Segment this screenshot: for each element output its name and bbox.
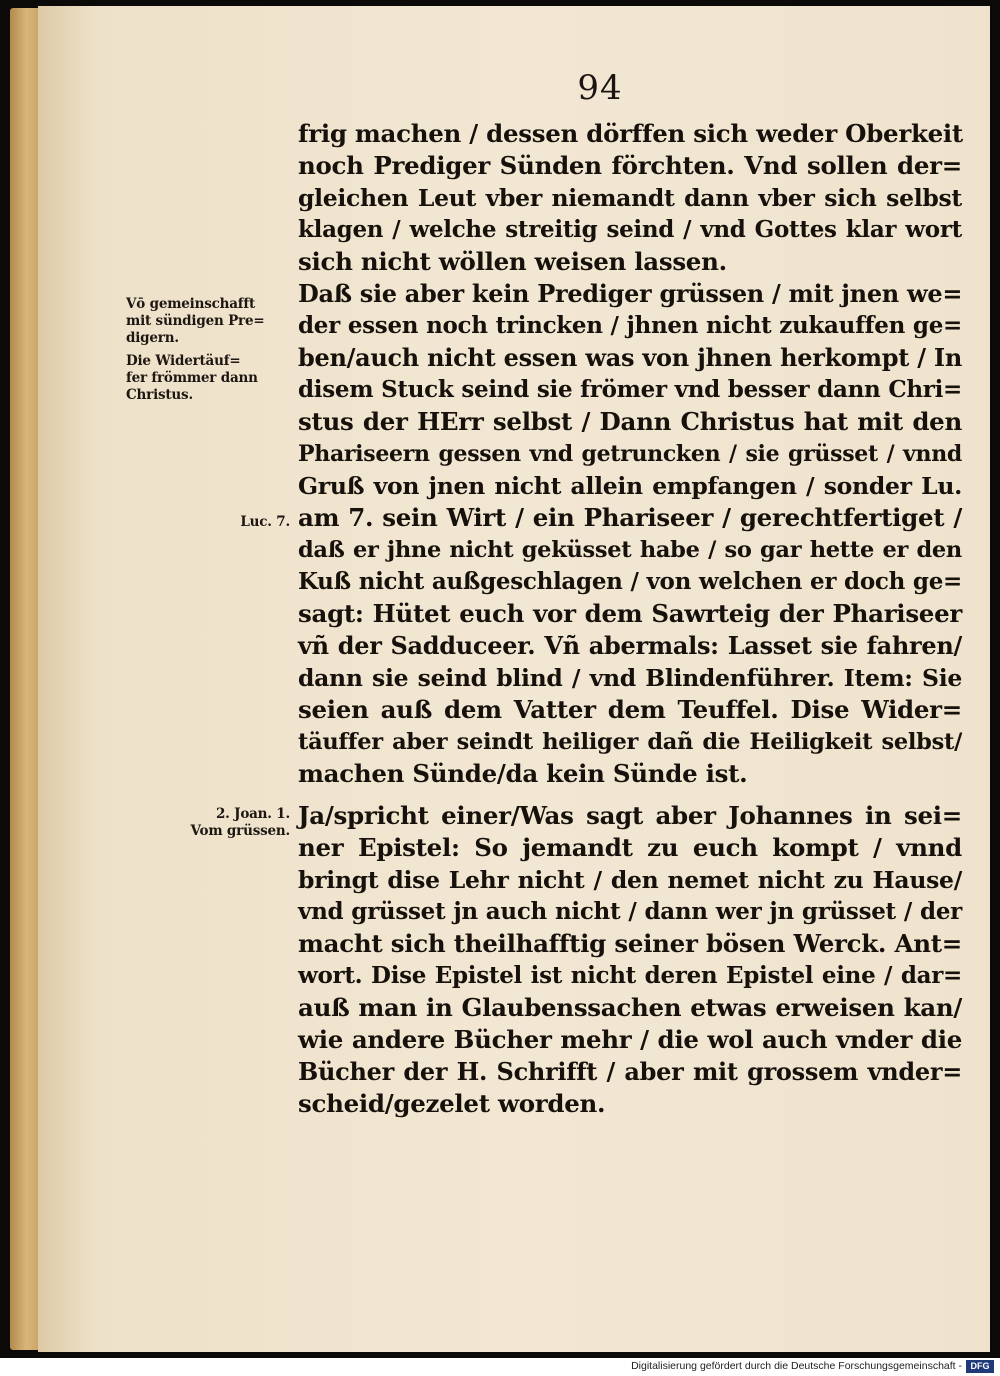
margin-note-line: Vō gemeinschafft bbox=[126, 296, 256, 312]
text-line: noch Prediger Sünden förchten. Vnd sollen der= bbox=[298, 151, 962, 180]
book-page-edge bbox=[10, 8, 40, 1350]
margin-note-line: digern. bbox=[126, 330, 179, 346]
text-line: daß er jhne nicht geküsset habe / so gar hette er den bbox=[298, 537, 962, 563]
margin-note-line: Vom grüssen. bbox=[190, 823, 290, 839]
footer-bar bbox=[0, 1358, 1000, 1376]
text-line: vñ der Sadduceer. Vñ abermals: Lasset sie fahren/ bbox=[298, 631, 962, 660]
text-line: bringt dise Lehr nicht / den nemet nicht zu Hause/ bbox=[298, 866, 962, 894]
margin-note-line: Christus. bbox=[126, 387, 193, 403]
page-number: 94 bbox=[577, 68, 623, 108]
text-line: auß man in Glaubenssachen etwas erweisen kan/ bbox=[298, 993, 962, 1022]
text-line: scheid/gezelet worden. bbox=[298, 1089, 606, 1118]
text-line: Phariseern gessen vnd getruncken / sie grüsset / vnnd bbox=[298, 441, 962, 467]
text-line: sich nicht wöllen weisen lassen. bbox=[298, 247, 727, 276]
text-line: ben/auch nicht essen was von jhnen herkompt / In bbox=[298, 343, 962, 372]
text-line: wie andere Bücher mehr / die wol auch vnder die bbox=[298, 1025, 962, 1054]
margin-note-line: Die Widertäuf= bbox=[126, 353, 241, 369]
text-line: machen Sünde/da kein Sünde ist. bbox=[298, 759, 748, 788]
text-line: seien auß dem Vatter dem Teuffel. Dise Wider= bbox=[298, 695, 962, 724]
text-line: am 7. sein Wirt / ein Phariseer / gerechtfertiget / bbox=[298, 503, 962, 532]
text-line: disem Stuck seind sie frömer vnd besser dann Chri= bbox=[298, 376, 962, 403]
footer-credit: Digitalisierung gefördert durch die Deutsche Forschungsgemeinschaft - bbox=[631, 1360, 962, 1372]
text-line: Kuß nicht außgeschlagen / von welchen er doch ge= bbox=[298, 568, 962, 595]
margin-note-fellowship bbox=[126, 296, 290, 347]
text-line: Bücher der H. Schrifft / aber mit grossem vnder= bbox=[298, 1057, 962, 1086]
margin-note-line: Luc. 7. bbox=[240, 514, 290, 530]
text-line: dann sie seind blind / vnd Blindenführer. Item: Sie bbox=[298, 664, 962, 692]
text-line: gleichen Leut vber niemandt dann vber sich selbst bbox=[298, 184, 962, 212]
text-line: Gruß von jnen nicht allein empfangen / sonder Lu. bbox=[298, 472, 962, 500]
margin-note-anabaptists bbox=[126, 353, 290, 404]
margin-note-line: mit sündigen Pre= bbox=[126, 313, 265, 329]
margin-note-line: 2. Joan. 1. bbox=[215, 806, 290, 822]
text-line: Daß sie aber kein Prediger grüssen / mit jnen we= bbox=[298, 279, 963, 308]
text-line: stus der HErr selbst / Dann Christus hat mit den bbox=[298, 407, 962, 436]
text-line: ner Epistel: So jemandt zu euch kompt / vnnd bbox=[298, 833, 962, 862]
text-line: der essen noch trincken / jhnen nicht zukauffen ge= bbox=[298, 312, 962, 339]
text-line: frig machen / dessen dörffen sich weder Oberkeit bbox=[298, 119, 963, 148]
text-line: sagt: Hütet euch vor dem Sawrteig der Phariseer bbox=[298, 599, 962, 628]
text-line: vnd grüsset jn auch nicht / dann wer jn grüsset / der bbox=[298, 898, 962, 925]
text-line: macht sich theilhafftig seiner bösen Werck. Ant= bbox=[298, 929, 962, 958]
text-line: klagen / welche streitig seind / vnd Gottes klar wort bbox=[298, 216, 962, 243]
text-line: täuffer aber seindt heiliger dañ die Heiligkeit selbst/ bbox=[298, 729, 962, 755]
margin-note-luke-reference bbox=[126, 514, 290, 531]
margin-note-line: fer frömmer dann bbox=[126, 370, 258, 386]
text-line: wort. Dise Epistel ist nicht deren Epistel eine / dar= bbox=[298, 962, 962, 989]
dfg-logo-icon: DFG bbox=[966, 1360, 994, 1373]
margin-note-john-reference bbox=[126, 806, 290, 840]
text-line: Ja/spricht einer/Was sagt aber Johannes in sei= bbox=[298, 801, 962, 830]
